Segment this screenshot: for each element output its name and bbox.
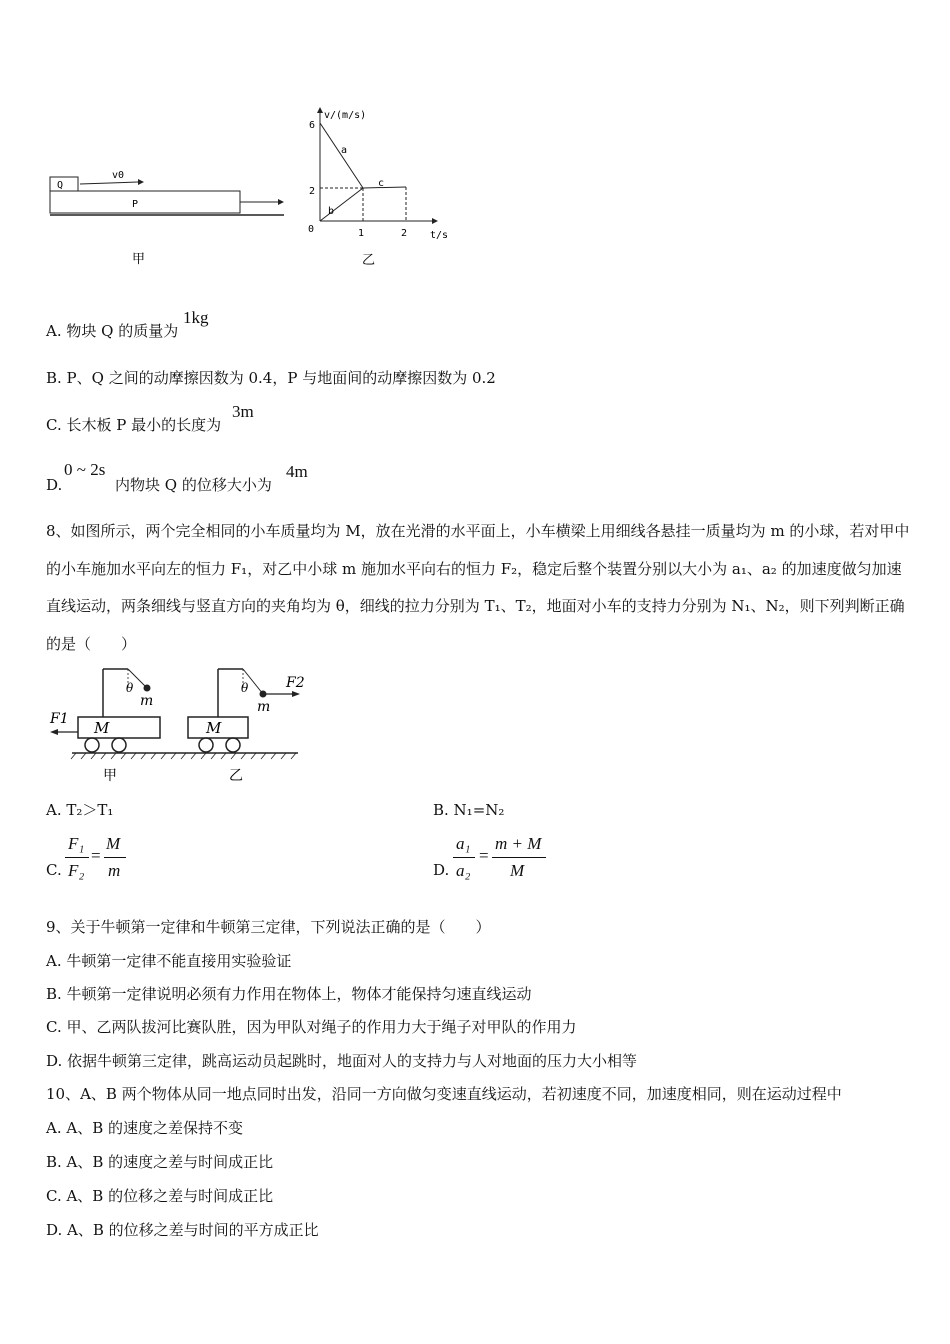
x-axis-label: t/s	[430, 230, 449, 241]
m1-label: m	[140, 693, 154, 709]
q9-option-c: C. 甲、乙两队拔河比赛队胜，因为甲队对绳子的作用力大于绳子对甲队的作用力	[46, 1018, 577, 1036]
q8-d-den-left: a₂	[456, 861, 471, 880]
caption-jia: 甲	[132, 252, 146, 267]
q8-c-bar-left	[65, 857, 89, 858]
m2-label: m	[257, 699, 271, 715]
q8-d-num-left: a₁	[456, 834, 471, 853]
q7-option-a: A. 物块 Q 的质量为	[46, 322, 179, 340]
q8-d-num-right: m + M	[495, 834, 542, 853]
block-q-label: Q	[57, 180, 64, 191]
q8-option-c-prefix: C.	[46, 861, 62, 879]
q10-stem: 10、A、B 两个物体从同一地点同时出发，沿同一方向做匀变速直线运动，若初速度不同，加速度相同，则在运动过程中	[46, 1085, 842, 1103]
q8-c-num-left: F₁	[68, 834, 85, 853]
theta2-label: θ	[241, 681, 249, 695]
q8-option-b: B. N₁=N₂	[433, 801, 505, 819]
caption-yi: 乙	[362, 253, 376, 268]
q10-option-c: C. A、B 的位移之差与时间成正比	[46, 1187, 274, 1205]
board-p-label: P	[132, 199, 139, 210]
cart2-caption: 乙	[229, 768, 243, 784]
q8-d-bar-left	[453, 857, 475, 858]
q7-option-c-value: 3m	[232, 402, 254, 421]
theta1-label: θ	[126, 681, 134, 695]
q7-option-b: B. P、Q 之间的动摩擦因数为 0.4，P 与地面间的动摩擦因数为 0.2	[46, 369, 496, 387]
q8-d-bar-right	[492, 857, 546, 858]
cart2-mass-label: M	[206, 719, 222, 737]
q9-option-a: A. 牛顿第一定律不能直接用实验验证	[46, 952, 292, 970]
y-tick-2: 2	[309, 186, 316, 197]
vt-graph	[300, 103, 460, 273]
q7-option-d-text: 内物块 Q 的位移大小为	[115, 476, 272, 494]
x-tick-1: 1	[358, 228, 365, 239]
q8-d-equals: =	[479, 846, 489, 865]
carts-figure	[46, 665, 306, 790]
q7-option-d-value: 4m	[286, 462, 308, 481]
f1-label: F1	[50, 711, 69, 727]
y-tick-0: 0	[308, 224, 315, 235]
line-b-label: b	[328, 206, 335, 217]
y-axis-label: v/(m/s)	[324, 110, 367, 121]
q7-option-a-value: 1kg	[183, 308, 209, 327]
q9-stem: 9、关于牛顿第一定律和牛顿第三定律，下列说法正确的是（ ）	[46, 918, 491, 936]
x-tick-2: 2	[401, 228, 408, 239]
q8-d-den-right: M	[510, 861, 525, 880]
q8-c-den-right: m	[108, 861, 121, 880]
q8-c-equals: =	[91, 846, 101, 865]
q9-option-d: D. 依据牛顿第三定律，跳高运动员起跳时，地面对人的支持力与人对地面的压力大小相等	[46, 1052, 638, 1070]
y-tick-6: 6	[309, 120, 316, 131]
line-c-label: c	[378, 178, 385, 189]
board-block-figure	[46, 165, 296, 275]
q7-option-d: D.	[46, 476, 63, 494]
cart1-mass-label: M	[94, 719, 110, 737]
q8-option-d-prefix: D.	[433, 861, 450, 879]
q8-c-bar-right	[104, 857, 126, 858]
q10-option-a: A. A、B 的速度之差保持不变	[46, 1119, 243, 1137]
q10-option-b: B. A、B 的速度之差与时间成正比	[46, 1153, 274, 1171]
cart1-caption: 甲	[103, 768, 117, 784]
q8-stem: 8、如图所示，两个完全相同的小车质量均为 M，放在光滑的水平面上，小车横梁上用细线各悬挂一质量均为 m 的小球，若对甲中的小车施加水平向左的恒力 F₁，对乙中小球 m 施加水平向右的恒力 F₂，稳定后整个装置分别以大小为 a₁、a₂ 的加速度做匀加速直线运动，两条细线与竖直方向的夹角均为 θ，细线的拉力分别为 T₁、T₂，地面对小车的支持力分别为 N₁、N₂，则下列判断正确的是（ ）	[46, 522, 910, 653]
q7-option-c: C. 长木板 P 最小的长度为	[46, 416, 222, 434]
line-a-label: a	[341, 145, 348, 156]
v0-label: v0	[112, 170, 125, 181]
q8-c-den-left: F₂	[68, 861, 85, 880]
q9-option-b: B. 牛顿第一定律说明必须有力作用在物体上，物体才能保持匀速直线运动	[46, 985, 532, 1003]
f2-label: F2	[286, 675, 305, 691]
q7-option-d-range: 0 ~ 2s	[64, 460, 106, 479]
q8-c-num-right: M	[106, 834, 121, 853]
q8-option-a: A. T₂＞T₁	[46, 801, 114, 819]
q10-option-d: D. A、B 的位移之差与时间的平方成正比	[46, 1221, 319, 1239]
